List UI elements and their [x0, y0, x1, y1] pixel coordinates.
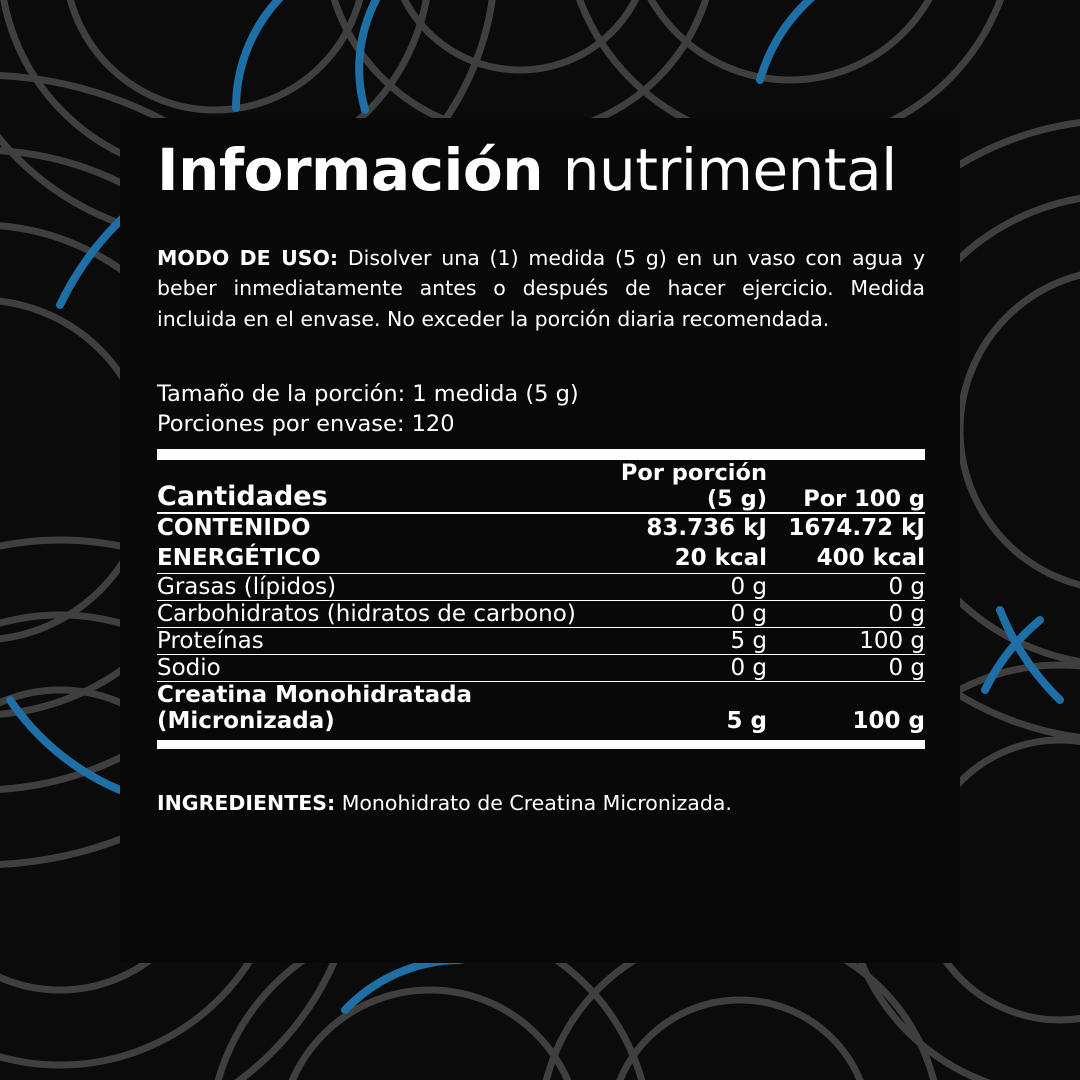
energy-per-serving-kcal: 20 kcal	[674, 544, 767, 571]
table-row	[157, 655, 925, 682]
row-value-fats-per-100g: 0 g	[767, 574, 925, 601]
row-value-sodium-per-serving: 0 g	[615, 655, 767, 682]
table-row	[157, 682, 925, 735]
serving-size: Tamaño de la porción: 1 medida (5 g)	[157, 380, 579, 407]
row-value-fats-per-serving: 0 g	[615, 574, 767, 601]
table-row	[157, 601, 925, 628]
page-title-light: nutrimental	[562, 136, 897, 204]
row-value-protein-per-100g: 100 g	[767, 628, 925, 655]
row-name-creatine: Creatina Monohidratada (Micronizada)	[157, 682, 473, 735]
ingredients-block	[157, 789, 927, 818]
table-bottom-rule	[157, 740, 925, 749]
table-header-row	[157, 460, 925, 513]
usage-instructions	[157, 243, 925, 334]
row-value-carbs-per-100g: 0 g	[767, 601, 925, 628]
table-top-rule	[157, 449, 925, 460]
row-name-protein: Proteínas	[157, 628, 615, 655]
ingredients-text: Monohidrato de Creatina Micronizada.	[341, 791, 732, 816]
row-name-energy	[157, 513, 615, 573]
page-title	[157, 136, 927, 204]
energy-per-100g-kcal: 400 kcal	[816, 544, 925, 571]
row-value-sodium-per-100g: 0 g	[767, 655, 925, 682]
row-name-energy-line2: ENERGÉTICO	[157, 544, 321, 571]
servings-per-container: Porciones por envase: 120	[157, 410, 455, 437]
label-content	[157, 136, 927, 818]
ingredients-label: INGREDIENTES:	[157, 791, 336, 816]
row-value-creatine-per-100g: 100 g	[852, 708, 925, 735]
page-title-bold: Información	[157, 136, 544, 204]
table-header-amounts: Cantidades	[157, 460, 615, 513]
table-header-per-100g: Por 100 g	[767, 460, 925, 513]
row-value-creatine-per-serving: 5 g	[726, 708, 767, 735]
energy-per-100g-kj: 1674.72 kJ	[788, 515, 925, 542]
table-row	[157, 513, 925, 573]
table-header-per-serving: Por porción (5 g)	[615, 460, 767, 513]
row-value-protein-per-serving: 5 g	[615, 628, 767, 655]
row-name-sodium: Sodio	[157, 655, 615, 682]
row-name-energy-line1: CONTENIDO	[157, 515, 311, 542]
table-row	[157, 574, 925, 601]
nutrition-table	[157, 460, 925, 734]
row-value-energy-per-100g	[767, 513, 925, 573]
serving-info-block	[157, 380, 927, 439]
energy-per-serving-kj: 83.736 kJ	[646, 515, 767, 542]
usage-label: MODO DE USO:	[157, 245, 339, 270]
row-name-carbs: Carbohidratos (hidratos de carbono)	[157, 601, 615, 628]
row-name-fats: Grasas (lípidos)	[157, 574, 615, 601]
row-value-carbs-per-serving: 0 g	[615, 601, 767, 628]
table-row	[157, 628, 925, 655]
row-value-energy-per-serving	[615, 513, 767, 573]
usage-text: Disolver una (1) medida (5 g) en un vaso con agua y beber inmediatamente antes o después de hacer ejercicio. Medida incluida en el envase. No exceder la porción diaria recomendada.	[157, 245, 925, 331]
